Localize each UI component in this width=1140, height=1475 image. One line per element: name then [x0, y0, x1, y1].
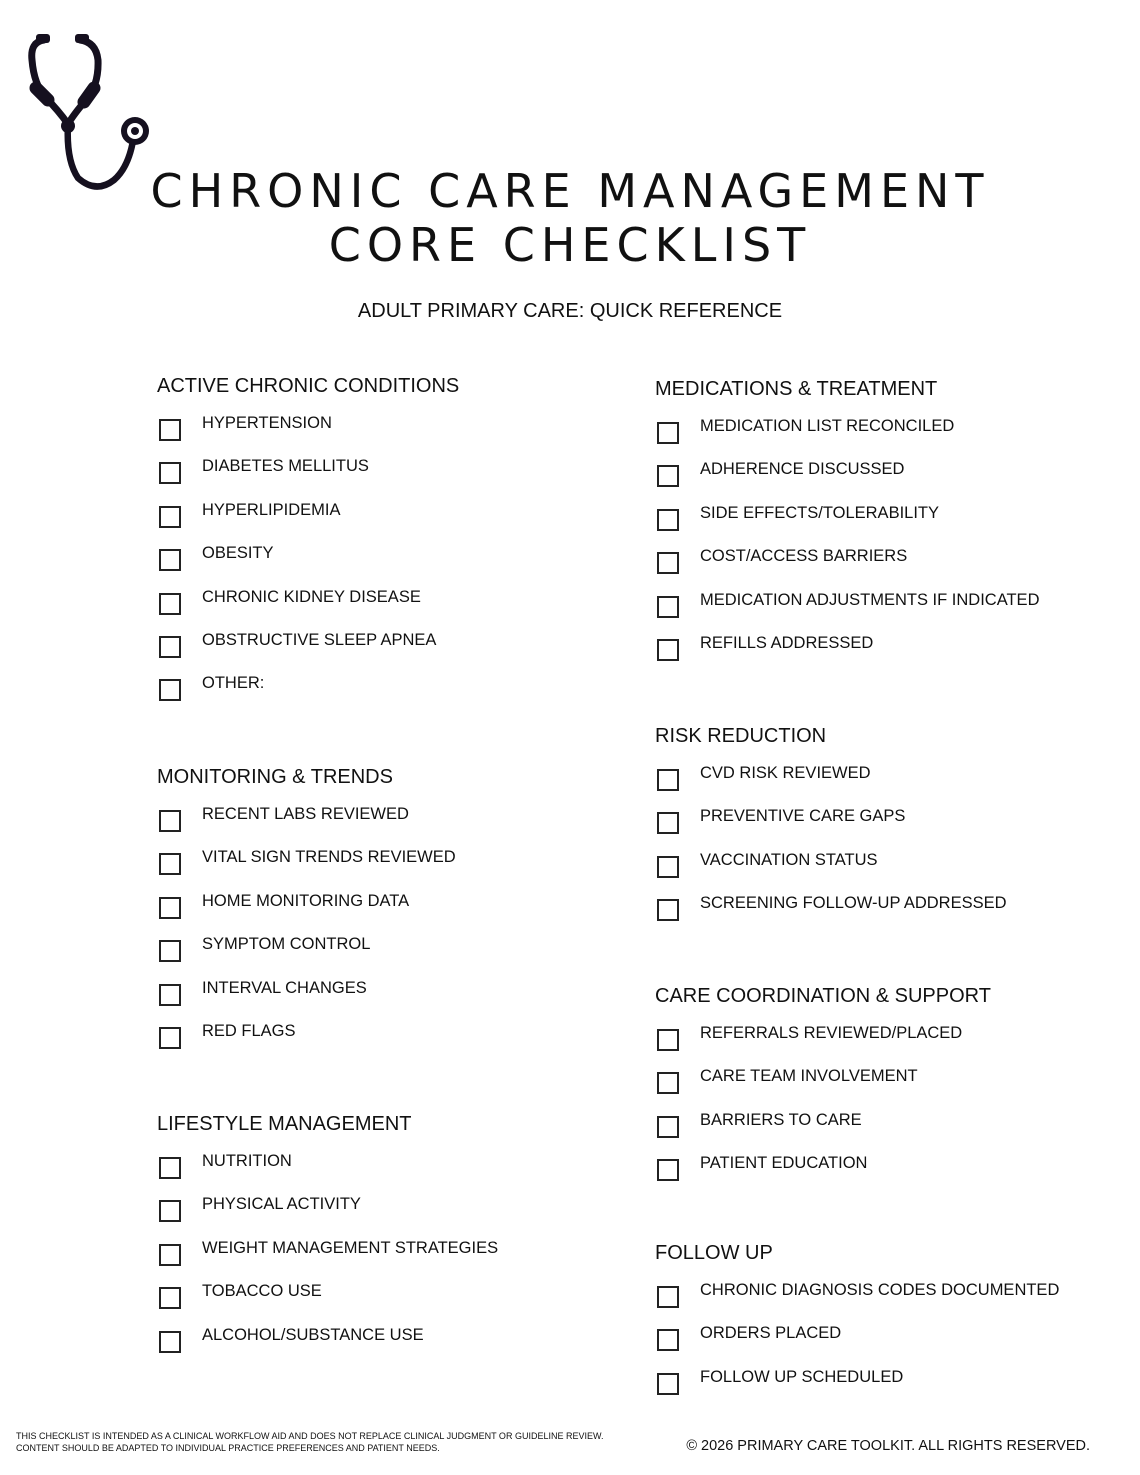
checkbox[interactable] [159, 1244, 181, 1266]
checklist-item-label: DIABETES MELLITUS [202, 457, 369, 476]
checklist-item [655, 501, 940, 544]
checklist-item-label: MEDICATION ADJUSTMENTS IF INDICATED [700, 590, 1040, 609]
checklist-item [655, 1108, 991, 1151]
checklist [157, 411, 459, 715]
checklist-item [655, 457, 937, 500]
checkbox[interactable] [657, 1029, 679, 1051]
checklist-item-label: NUTRITION [202, 1152, 292, 1170]
checkbox[interactable] [657, 639, 679, 661]
checklist-item-label: VITAL SIGN TRENDS REVIEWED [202, 848, 456, 867]
checkbox[interactable] [159, 1027, 181, 1049]
checklist-item-label: CHRONIC DIAGNOSIS CODES DOCUMENTED [700, 1281, 1060, 1299]
section-active-chronic-conditions [157, 371, 459, 715]
disclaimer-line: THIS CHECKLIST IS INTENDED AS A CLINICAL WORKFLOW AID AND DOES NOT REPLACE CLINICAL JUDGMENT OR GUIDELINE REVIEW. [16, 1431, 604, 1441]
checklist-item [655, 761, 871, 804]
section-title: MONITORING & TRENDS [157, 766, 393, 788]
checklist-item [157, 1019, 393, 1062]
checklist-item-label: PATIENT EDUCATION [700, 1154, 868, 1173]
checklist-item [655, 1321, 842, 1364]
checklist-item [157, 1192, 412, 1235]
checklist-item-label: RECENT LABS REVIEWED [202, 805, 409, 823]
section-title: RISK REDUCTION [655, 725, 827, 747]
checkbox[interactable] [657, 1373, 679, 1395]
checklist-item-label: OBESITY [202, 544, 274, 563]
section-medications-treatment [655, 374, 1040, 674]
checkbox[interactable] [657, 1286, 679, 1308]
checklist-item [655, 1365, 904, 1408]
section-title: ACTIVE CHRONIC CONDITIONS [157, 375, 460, 397]
checklist-item [157, 454, 459, 497]
checkbox[interactable] [159, 462, 181, 484]
section-lifestyle-management [157, 1109, 499, 1366]
checklist-item-label: PREVENTIVE CARE GAPS [700, 807, 906, 826]
checklist-item [157, 1236, 499, 1279]
checklist [655, 1278, 1060, 1408]
checklist-item [157, 932, 393, 975]
checklist-item-label: ADHERENCE DISCUSSED [700, 460, 905, 479]
checklist-item-label: HYPERLIPIDEMIA [202, 500, 341, 519]
page-title-line2: CORE CHECKLIST [328, 218, 812, 272]
checklist-item-label: ALCOHOL/SUBSTANCE USE [202, 1325, 424, 1344]
checklist-item-label: SCREENING FOLLOW-UP ADDRESSED [700, 894, 1007, 913]
checklist-item [655, 891, 1007, 934]
section-follow-up [655, 1238, 1060, 1408]
checkbox[interactable] [159, 549, 181, 571]
checklist [655, 414, 1040, 674]
disclaimer-line: CONTENT SHOULD BE ADAPTED TO INDIVIDUAL PRACTICE PREFERENCES AND PATIENT NEEDS. [16, 1443, 440, 1453]
checkbox[interactable] [657, 422, 679, 444]
checkbox[interactable] [159, 810, 181, 832]
checkbox[interactable] [657, 509, 679, 531]
checkbox[interactable] [159, 419, 181, 441]
checklist-item-label: ORDERS PLACED [700, 1324, 842, 1343]
checkbox[interactable] [657, 465, 679, 487]
checkbox[interactable] [657, 899, 679, 921]
checklist-item [655, 804, 906, 847]
section-title: MEDICATIONS & TREATMENT [655, 378, 938, 400]
checklist-item [655, 1151, 991, 1194]
disclaimer [16, 1430, 604, 1454]
checkbox[interactable] [657, 1116, 679, 1138]
section-risk-reduction [655, 721, 1007, 935]
checklist-item [655, 544, 937, 587]
checklist-item [157, 976, 393, 1019]
checklist-item-label: WEIGHT MANAGEMENT STRATEGIES [202, 1238, 499, 1257]
checklist-item [655, 848, 878, 891]
checklist-item-label: FOLLOW UP SCHEDULED [700, 1367, 904, 1386]
checklist [655, 1021, 991, 1195]
checklist-item-label: REFILLS ADDRESSED [700, 633, 874, 652]
checklist-item [157, 498, 459, 541]
checkbox[interactable] [657, 596, 679, 618]
checklist-item [157, 411, 459, 454]
checklist-item-label: COST/ACCESS BARRIERS [700, 547, 908, 566]
section-title: LIFESTYLE MANAGEMENT [157, 1113, 412, 1135]
section-care-coordination-support [655, 981, 991, 1195]
checkbox[interactable] [657, 1159, 679, 1181]
checklist-item [157, 628, 459, 671]
checkbox[interactable] [159, 897, 181, 919]
checklist-item-label: OBSTRUCTIVE SLEEP APNEA [202, 630, 437, 649]
checklist-item [157, 802, 409, 845]
section-monitoring-trends [157, 762, 456, 1062]
checklist-item [655, 588, 1040, 631]
section-title: FOLLOW UP [655, 1242, 773, 1264]
checklist-item [655, 414, 955, 457]
checklist-item-label: HYPERTENSION [202, 414, 332, 432]
checklist [655, 761, 1007, 935]
checklist-item [655, 1021, 991, 1064]
checklist-item-label: VACCINATION STATUS [700, 850, 878, 869]
checklist-item [157, 671, 459, 714]
checklist-item-label: MEDICATION LIST RECONCILED [700, 417, 955, 435]
checkbox[interactable] [159, 1287, 181, 1309]
checkbox[interactable] [159, 593, 181, 615]
checklist-item-label: RED FLAGS [202, 1021, 296, 1040]
checklist-item-label: CVD RISK REVIEWED [700, 764, 871, 782]
checklist-item-label: SYMPTOM CONTROL [202, 935, 371, 954]
checklist-item [157, 845, 456, 888]
checkbox[interactable] [657, 552, 679, 574]
checklist-item-label: CHRONIC KIDNEY DISEASE [202, 587, 421, 606]
page-subtitle: ADULT PRIMARY CARE: QUICK REFERENCE [357, 300, 783, 322]
checklist-item-label: BARRIERS TO CARE [700, 1110, 862, 1129]
checklist-item [157, 1323, 424, 1366]
checklist [157, 1149, 499, 1366]
checklist-item [655, 631, 937, 674]
section-title: CARE COORDINATION & SUPPORT [655, 985, 991, 1007]
checklist-item [157, 541, 459, 584]
checkbox[interactable] [159, 940, 181, 962]
checkbox[interactable] [159, 853, 181, 875]
checkbox[interactable] [159, 1157, 181, 1179]
checklist [157, 802, 456, 1062]
checklist-item-label: INTERVAL CHANGES [202, 978, 367, 997]
checklist-item [157, 1279, 412, 1322]
checkbox[interactable] [657, 856, 679, 878]
checklist-item [157, 585, 459, 628]
copyright: © 2026 PRIMARY CARE TOOLKIT. ALL RIGHTS RESERVED. [686, 1438, 1090, 1454]
checklist-item-label: REFERRALS REVIEWED/PLACED [700, 1024, 963, 1042]
checkbox[interactable] [159, 1331, 181, 1353]
checkbox[interactable] [159, 506, 181, 528]
checkbox[interactable] [657, 1329, 679, 1351]
checkbox[interactable] [159, 679, 181, 701]
checklist-item-label: CARE TEAM INVOLVEMENT [700, 1067, 918, 1086]
checklist-item-label: HOME MONITORING DATA [202, 891, 410, 910]
checklist-item-label: TOBACCO USE [202, 1282, 322, 1301]
checklist-item [655, 1278, 1060, 1321]
checklist-item [157, 1149, 412, 1192]
checkbox[interactable] [657, 1072, 679, 1094]
checklist-item [157, 889, 410, 932]
checkbox[interactable] [657, 812, 679, 834]
checkbox[interactable] [159, 984, 181, 1006]
page-title: CHRONIC CARE MANAGEMENT [150, 164, 990, 218]
checkbox[interactable] [159, 636, 181, 658]
checklist-item-label: OTHER: [202, 674, 265, 693]
checklist-item-label: PHYSICAL ACTIVITY [202, 1195, 361, 1214]
checkbox[interactable] [657, 769, 679, 791]
checklist-item [655, 1064, 991, 1107]
checklist-item-label: SIDE EFFECTS/TOLERABILITY [700, 503, 940, 522]
checkbox[interactable] [159, 1200, 181, 1222]
